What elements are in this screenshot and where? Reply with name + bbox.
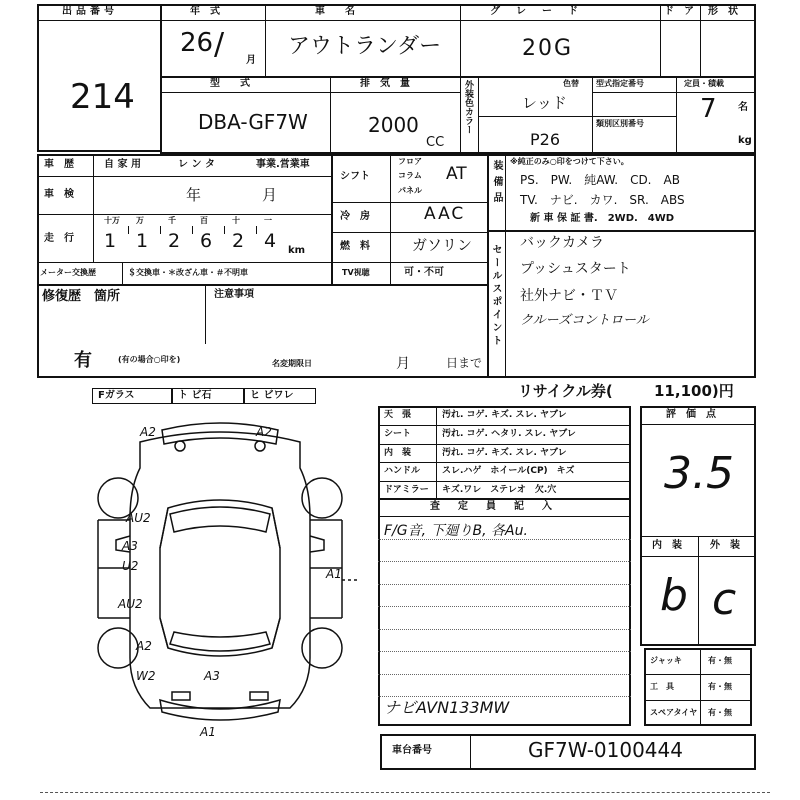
repair-label: 修復歴 箇所: [42, 289, 121, 304]
glass-option: Fガラス: [98, 390, 135, 401]
inspector-label: 査 定 員 記 入: [430, 501, 556, 512]
history-box: [37, 154, 333, 286]
mileage-unit-label: 十万: [104, 216, 120, 225]
trailer-note: ナビAVN133MW: [384, 698, 510, 717]
year-label: 年 式: [190, 6, 220, 17]
tool-value: 有・無: [708, 708, 732, 717]
damage-mark: U2: [122, 559, 139, 573]
mileage-digit: 1: [104, 230, 117, 252]
sales-points-box: [487, 230, 756, 378]
history-option-rental: レ ン タ: [178, 159, 215, 170]
interior-row-divider: [378, 462, 631, 463]
tv-value: 可・不可: [404, 267, 444, 278]
damage-mark: W2: [136, 669, 156, 683]
displacement-label: 排 気 量: [360, 78, 410, 89]
inspector-line: [378, 561, 631, 562]
mileage-unit-label: 百: [200, 216, 208, 225]
equipment-row-3: 新 車 保 証 書. 2WD. 4WD: [530, 213, 675, 224]
interior-row-label: 内 装: [384, 447, 412, 458]
damage-mark: AU2: [126, 511, 151, 525]
chassis-value: GF7W-0100444: [528, 738, 683, 762]
mileage-digit: 4: [264, 230, 277, 252]
repair-value: 有: [74, 350, 92, 371]
sales-point-2: プッシュスタート: [520, 261, 631, 277]
chassis-label: 車台番号: [392, 745, 432, 756]
notes-label: 注意事項: [214, 289, 254, 300]
inspection-year: 年: [186, 186, 202, 204]
tools-row-divider: [644, 700, 752, 701]
inspector-line: [378, 674, 631, 675]
tool-value: 有・無: [708, 682, 732, 691]
cc-unit: CC: [426, 135, 445, 150]
mileage-unit: km: [288, 245, 306, 256]
recycle-amount: 11,100)円: [654, 382, 734, 400]
type-value: DBA-GF7W: [198, 110, 308, 134]
tool-label: 工 具: [650, 682, 674, 691]
sales-side-label: セールスポイント: [490, 244, 501, 348]
exterior-grade-label: 外 装: [710, 540, 740, 551]
interior-row-label: シート: [384, 428, 412, 439]
class-label: 類別区別番号: [596, 119, 644, 128]
damage-mark: A3: [122, 539, 138, 553]
type-approval-label: 型式指定番号: [596, 79, 644, 88]
repair-note: (有の場合○印を): [118, 355, 181, 364]
lot-number: 214: [70, 77, 135, 117]
mileage-unit-label: 一: [264, 216, 272, 225]
mileage-unit-label: 十: [232, 216, 240, 225]
tool-label: スペアタイヤ: [650, 708, 698, 717]
grade-label: 評 価 点: [666, 409, 716, 420]
weight-unit: kg: [738, 135, 752, 146]
interior-row-divider: [378, 425, 631, 426]
history-option-private: 自 家 用: [104, 159, 141, 170]
interior-row-options: キズ.ワレ ステレオ 欠.穴: [442, 485, 557, 496]
exterior-grade: c: [712, 574, 737, 625]
damage-mark: A3: [204, 669, 220, 683]
mileage-divider: [192, 226, 193, 234]
color-side-label: 外装色カラー: [463, 80, 473, 134]
interior-row-label: ハンドル: [384, 466, 421, 477]
interior-row-options: 汚れ. コゲ. キズ. スレ. ヤブレ: [442, 447, 567, 458]
history-option-business: 事業.営業車: [256, 159, 310, 170]
mileage-divider: [256, 226, 257, 234]
inspector-line: [378, 606, 631, 607]
sales-point-3: 社外ナビ・ＴＶ: [520, 288, 618, 304]
mileage-label: 走 行: [44, 233, 74, 244]
displacement-value: 2000: [368, 113, 419, 137]
inspection-label: 車 検: [44, 189, 74, 200]
capacity-value: 7: [700, 94, 717, 124]
glass-option: ヒ ビワレ: [250, 390, 294, 401]
shift-option-column: コラム: [398, 171, 422, 180]
color-code: P26: [530, 130, 561, 149]
fuel-label: 燃 料: [340, 241, 370, 252]
interior-row-label: ドアミラー: [384, 485, 429, 496]
inspector-line: [378, 696, 631, 697]
tool-label: ジャッキ: [650, 656, 682, 665]
deadline-day: 日まで: [446, 356, 483, 370]
interior-row-divider: [378, 444, 631, 445]
month-unit: 月: [246, 55, 256, 66]
shift-value: AT: [446, 164, 467, 184]
damage-mark: A2: [256, 425, 272, 439]
shift-label: シフト: [340, 171, 370, 182]
year-slash: /: [214, 27, 225, 62]
ac-value: AAC: [424, 204, 466, 224]
equipment-note: ※純正のみ○印をつけて下さい。: [510, 157, 629, 166]
car-name: アウトランダー: [288, 34, 442, 59]
interior-row-label: 天 張: [384, 410, 412, 420]
mileage-divider: [160, 226, 161, 234]
tools-row-divider: [644, 674, 752, 675]
equipment-side-label: 装備品: [491, 160, 502, 208]
mileage-divider: [128, 226, 129, 234]
capacity-label: 定員・積載: [684, 79, 724, 88]
damage-mark: A2: [140, 425, 156, 439]
inspector-line: [378, 539, 631, 540]
inspector-note: F/G音, 下廻りB, 各Au.: [384, 523, 528, 539]
car-name-label: 車 名: [315, 6, 355, 17]
mileage-digit: 6: [200, 230, 213, 252]
mileage-divider: [224, 226, 225, 234]
fuel-value: ガソリン: [412, 236, 473, 254]
tool-value: 有・無: [708, 656, 732, 665]
color-label: 色替: [563, 79, 579, 88]
interior-row-options: スレ.ハゲ ホイール(CP) キズ: [442, 466, 575, 477]
meter-label: メーター交換歴: [40, 268, 96, 277]
deadline-label: 名変期限日: [272, 359, 312, 368]
type-label: 型 式: [210, 78, 250, 89]
mileage-digit: 2: [232, 230, 245, 252]
year-value: 26: [180, 28, 214, 58]
mileage-unit-label: 万: [136, 216, 144, 225]
interior-row-options: 汚れ. コゲ. ヘタリ. スレ. ヤブレ: [442, 428, 576, 439]
grade-label: グ レ ー ド: [490, 6, 581, 17]
damage-mark: A2: [136, 639, 152, 653]
sales-point-4: クルーズコントロール: [520, 313, 649, 328]
grade-value: 20G: [522, 36, 574, 61]
car-damage-diagram: [80, 408, 360, 738]
equipment-row-2: TV. ナビ. カワ. SR. ABS: [520, 193, 685, 207]
equipment-row-1: PS. PW. 純AW. CD. AB: [520, 173, 680, 187]
interior-grade: b: [660, 570, 688, 621]
inspection-month: 月: [262, 186, 278, 204]
interior-row-divider: [378, 481, 631, 482]
inspector-line: [378, 584, 631, 585]
tv-label: TV視聴: [342, 268, 370, 277]
inspector-line: [378, 651, 631, 652]
door-label: ド ア: [664, 6, 694, 17]
interior-row-options: 汚れ. コゲ. キズ. スレ. ヤブレ: [442, 410, 567, 420]
lot-label: 出品番号: [62, 6, 118, 17]
recycle-label: リサイクル券(: [518, 382, 613, 400]
damage-mark: A1: [326, 567, 342, 581]
deadline-month: 月: [396, 356, 410, 372]
mileage-digit: 2: [168, 230, 181, 252]
sales-point-1: バックカメラ: [520, 235, 604, 251]
damage-mark: A1: [200, 725, 216, 739]
body-label: 形 状: [708, 6, 738, 17]
glass-option: ト ビ石: [178, 390, 212, 401]
history-label: 車 歴: [44, 159, 74, 170]
damage-mark: AU2: [118, 597, 143, 611]
capacity-unit: 名: [738, 102, 748, 113]
shift-option-panel: パネル: [398, 186, 422, 195]
interior-grade-label: 内 装: [652, 540, 682, 551]
grade-score: 3.5: [664, 448, 734, 499]
color-value: レッド: [522, 94, 567, 112]
mileage-unit-label: 千: [168, 216, 176, 225]
inspector-line: [378, 629, 631, 630]
shift-option-floor: フロア: [398, 157, 422, 166]
mileage-digit: 1: [136, 230, 149, 252]
meter-options: ＄交換車・＊改ざん車・＃不明車: [128, 268, 248, 277]
ac-label: 冷 房: [340, 211, 370, 222]
